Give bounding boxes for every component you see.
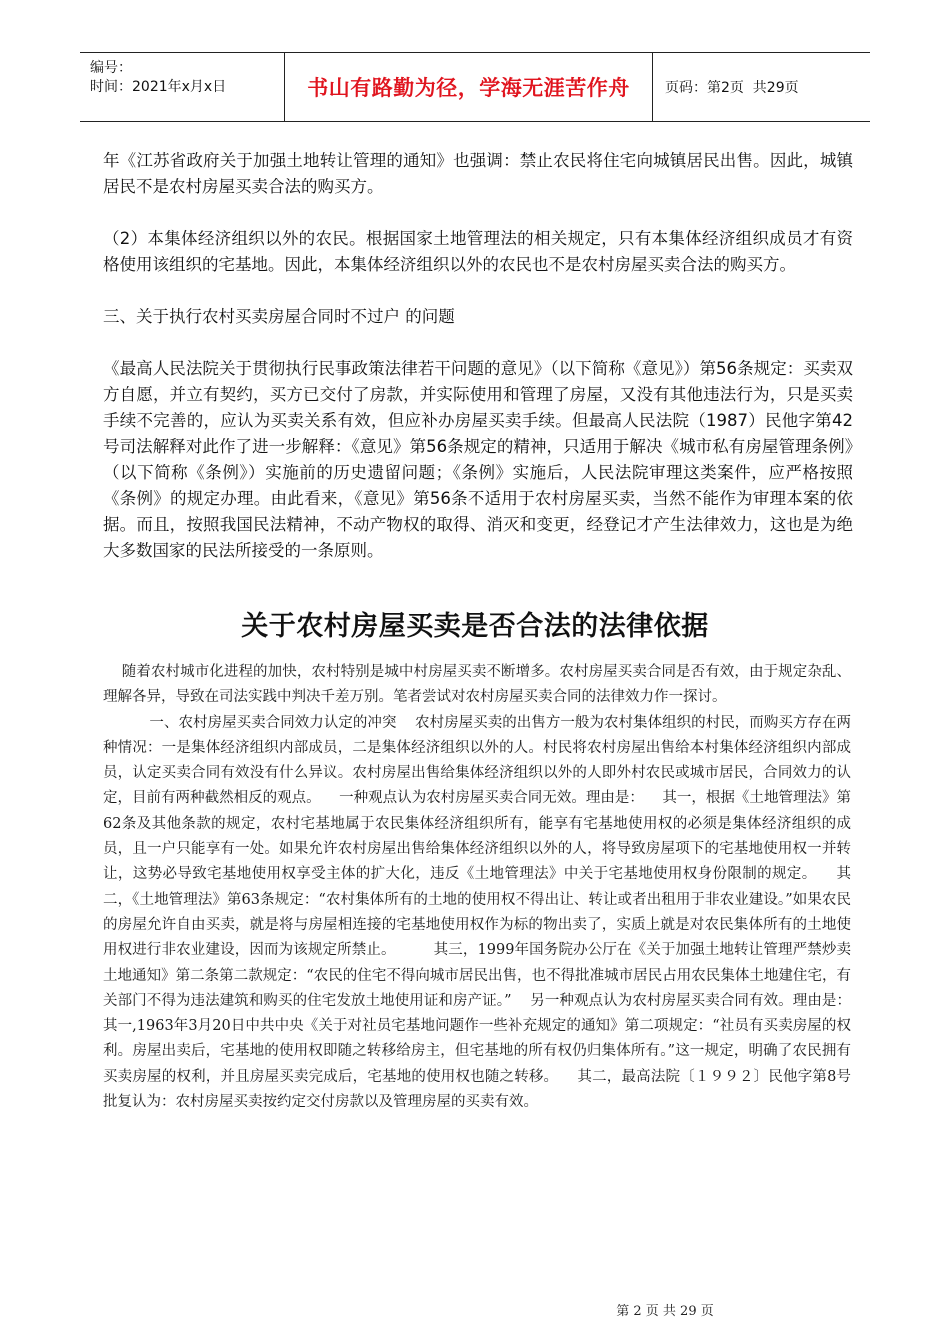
- document-time-label: 时间：2021年x月x日: [90, 79, 227, 95]
- paragraph-outside-farmers: （2）本集体经济组织以外的农民。根据国家土地管理法的相关规定，只有本集体经济组织成员才有资格使用该组织的宅基地。因此，本集体经济组织以外的农民也不是农村房屋买卖合法的购买方。: [103, 229, 853, 274]
- article-intro: 随着农村城市化进程的加快，农村特别是城中村房屋买卖不断增多。农村房屋买卖合同是否有效，由于规定杂乱、理解各异，导致在司法实践中判决千差万别。笔者尝试对农村房屋买卖合同的法律效力作一探讨。: [103, 664, 851, 706]
- header-page-info: [653, 53, 870, 121]
- document-number-label: 编号：: [90, 60, 132, 76]
- paragraph-jiangsu-notice: 年《江苏省政府关于加强土地转让管理的通知》也强调：禁止农民将住宅向城镇居民出售。因此，城镇居民不是农村房屋买卖合法的购买方。: [103, 151, 853, 196]
- article-title: 关于农村房屋买卖是否合法的法律依据: [241, 611, 709, 642]
- page-header: [80, 52, 870, 122]
- header-meta: [80, 53, 285, 121]
- header-motto: 书山有路勤为径，学海无涯苦作舟: [285, 53, 653, 121]
- page-footer: 第 2 页 共 29 页: [616, 1304, 714, 1319]
- article-main-text: 一、农村房屋买卖合同效力认定的冲突 农村房屋买卖的出售方一般为农村集体组织的村民，而购买方存在两种情况：一是集体经济组织内部成员，二是集体经济组织以外的人。村民将农村房屋出售给本村集体经济组织内部成员，认定买卖合同有效没有什么异议。农村房屋出售给集体经济组织以外的人即外村农民或城市居民，合同效力的认定，目前有两种截然相反的观点。 一种观点认为农村房屋买卖合同无效。理由是： 其一，根据《土地管理法》第62条及其他条款的规定，农村宅基地属于农民集体经济组织所有，能享有宅基地使用权的必须是集体经济组织的成员，且一户只能享有一处。如果允许农村房屋出售给集体经济组织以外的人，将导致房屋项下的宅基地使用权一并转让，这势必导致宅基地使用权享受主体的扩大化，违反《土地管理法》中关于宅基地使用权身份限制的规定。 其二，《土地管理法》第63条规定：“农村集体所有的土地的使用权不得出让、转让或者出租用于非农业建设。”如果农民的房屋允许自由买卖，就是将与房屋相连接的宅基地使用权作为标的物出卖了，实质上就是对农民集体所有的土地使用权进行非农业建设，因而为该规定所禁止。 其三，1999年国务院办公厅在《关于加强土地转让管理严禁炒卖土地通知》第二条第二款规定：“农民的住宅不得向城市居民出售，也不得批准城市居民占用农民集体土地建住宅，有关部门不得为违法建筑和购买的住宅发放土地使用证和房产证。” 另一种观点认为农村房屋买卖合同有效。理由是： 其一,1963年3月20日中共中央《关于对社员宅基地问题作一些补充规定的通知》第二项规定：“社员有买卖房屋的权利。房屋出卖后，宅基地的使用权即随之转移给房主，但宅基地的所有权仍归集体所有。”这一规定，明确了农民拥有买卖房屋的权利，并且房屋买卖完成后，宅基地的使用权也随之转移。 其二，最高法院〔１９９２〕民他字第8号批复认为：农村房屋买卖按约定交付房款以及管理房屋的买卖有效。: [103, 714, 870, 1111]
- article-body: [103, 660, 870, 1115]
- paragraph-supreme-court-opinion: 《最高人民法院关于贯彻执行民事政策法律若干问题的意见》（以下简称《意见》）第56条规定：买卖双方自愿，并立有契约，买方已交付了房款，并实际使用和管理了房屋，又没有其他违法行为，只是买卖手续不完善的，应认为买卖关系有效，但应补办房屋买卖手续。但最高人民法院（1987）民他字第42号司法解释对此作了进一步解释：《意见》第56条规定的精神，只适用于解决《城市私有房屋管理条例》（以下简称《条例》）实施前的历史遗留问题；《条例》实施后，人民法院审理这类案件，应严格按照《条例》的规定办理。由此看来，《意见》第56条不适用于农村房屋买卖，当然不能作为审理本案的依据。而且，按照我国民法精神，不动产物权的取得、消灭和变更，经登记才产生法律效力，这也是为绝大多数国家的民法所接受的一条原则。: [103, 359, 853, 560]
- page-info-text: 页码：第2页 共29页: [665, 80, 799, 96]
- heading-section-three: 三、关于执行农村买卖房屋合同时不过户 的问题: [103, 307, 455, 326]
- section-continued: [103, 148, 853, 564]
